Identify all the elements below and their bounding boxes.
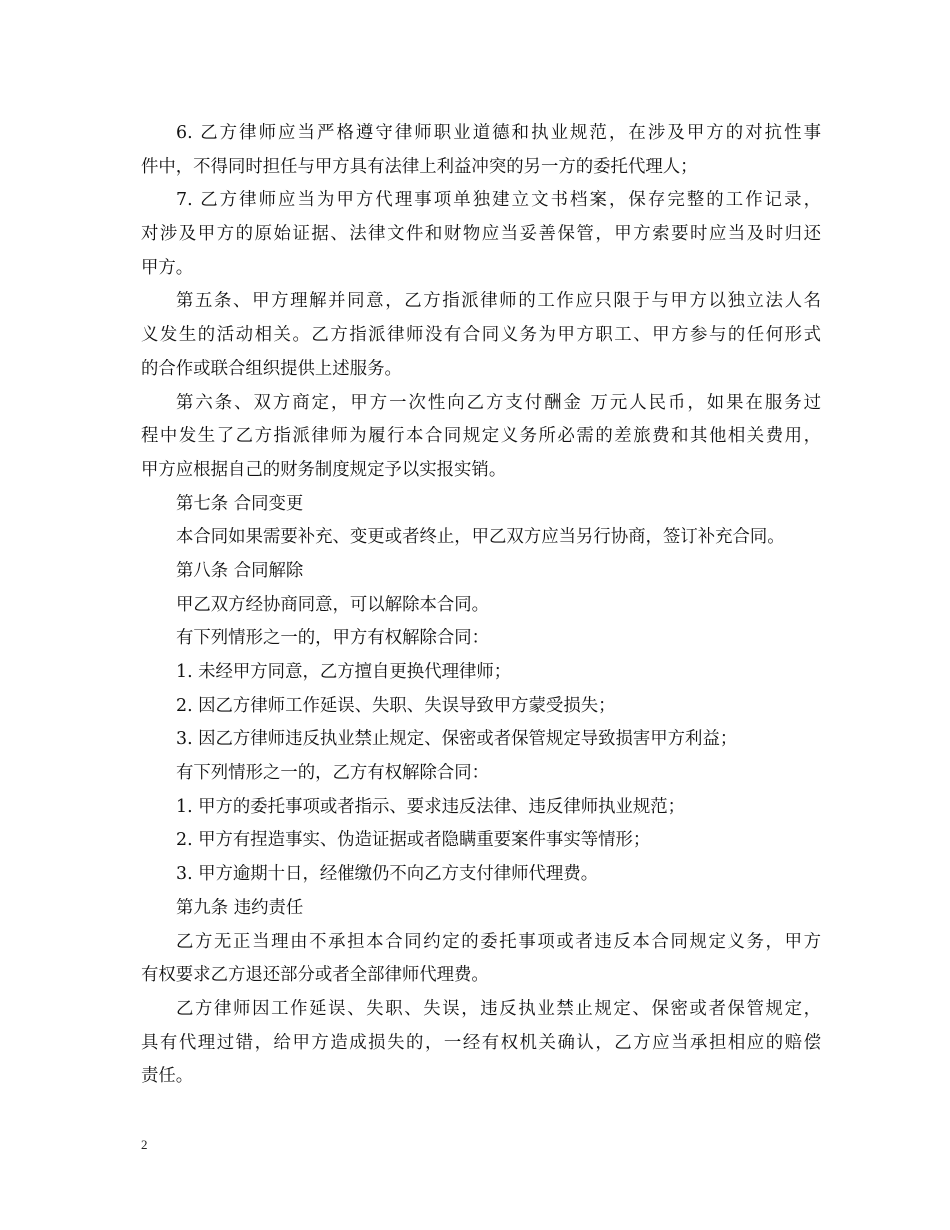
text-line: 第七条 合同变更 (176, 493, 304, 514)
text-line: 7. 乙方律师应当为甲方代理事项单独建立文书档案，保存完整的工作记录， (176, 190, 821, 211)
text-line: 对涉及甲方的原始证据、法律文件和财物应当妥善保管，甲方索要时应当及时归还 (141, 224, 821, 245)
text-line: 第六条、双方商定，甲方一次性向乙方支付酬金 万元人民币，如果在服务过 (176, 392, 821, 413)
text-line: 3. 因乙方律师违反执业禁止规定、保密或者保管规定导致损害甲方利益； (176, 729, 738, 750)
text-line: 2. 甲方有捏造事实、伪造证据或者隐瞒重要案件事实等情形； (176, 830, 651, 851)
text-line: 乙方律师因工作延误、失职、失误，违反执业禁止规定、保密或者保管规定， (176, 998, 821, 1019)
text-line: 件中，不得同时担任与甲方具有法律上利益冲突的另一方的委托代理人； (141, 156, 698, 177)
text-line: 甲方。 (141, 257, 194, 278)
text-line: 第九条 违约责任 (176, 897, 304, 918)
text-line: 本合同如果需要补充、变更或者终止，甲乙双方应当另行协商，签订补充合同。 (176, 527, 785, 548)
text-line: 第八条 合同解除 (176, 560, 304, 581)
text-line: 甲乙双方经协商同意，可以解除本合同。 (176, 594, 490, 615)
text-line: 程中发生了乙方指派律师为履行本合同规定义务所必需的差旅费和其他相关费用， (141, 426, 821, 447)
text-line: 具有代理过错，给甲方造成损失的，一经有权机关确认，乙方应当承担相应的赔偿 (141, 1032, 821, 1053)
page-number: 2 (141, 1137, 148, 1152)
text-line: 有下列情形之一的，乙方有权解除合同： (176, 763, 490, 784)
text-line: 3. 甲方逾期十日，经催缴仍不向乙方支付律师代理费。 (176, 864, 599, 885)
text-line: 有下列情形之一的，甲方有权解除合同： (176, 628, 490, 649)
text-line: 责任。 (141, 1066, 194, 1087)
text-line: 2. 因乙方律师工作延误、失职、失误导致甲方蒙受损失； (176, 695, 616, 716)
document-body (141, 117, 821, 1094)
text-line: 1. 未经甲方同意，乙方擅自更换代理律师； (176, 662, 512, 682)
text-line: 甲方应根据自己的财务制度规定予以实报实销。 (141, 459, 507, 480)
text-line: 有权要求乙方退还部分或者全部律师代理费。 (141, 965, 489, 986)
text-line: 6. 乙方律师应当严格遵守律师职业道德和执业规范，在涉及甲方的对抗性事 (176, 123, 821, 143)
text-line: 第五条、甲方理解并同意，乙方指派律师的工作应只限于与甲方以独立法人名 (176, 291, 821, 312)
text-line: 乙方无正当理由不承担本合同约定的委托事项或者违反本合同规定义务，甲方 (176, 931, 821, 952)
text-line: 义发生的活动相关。乙方指派律师没有合同义务为甲方职工、甲方参与的任何形式 (141, 325, 821, 346)
text-line: 1. 甲方的委托事项或者指示、要求违反法律、违反律师执业规范； (176, 796, 686, 817)
text-line: 的合作或联合组织提供上述服务。 (141, 358, 402, 379)
